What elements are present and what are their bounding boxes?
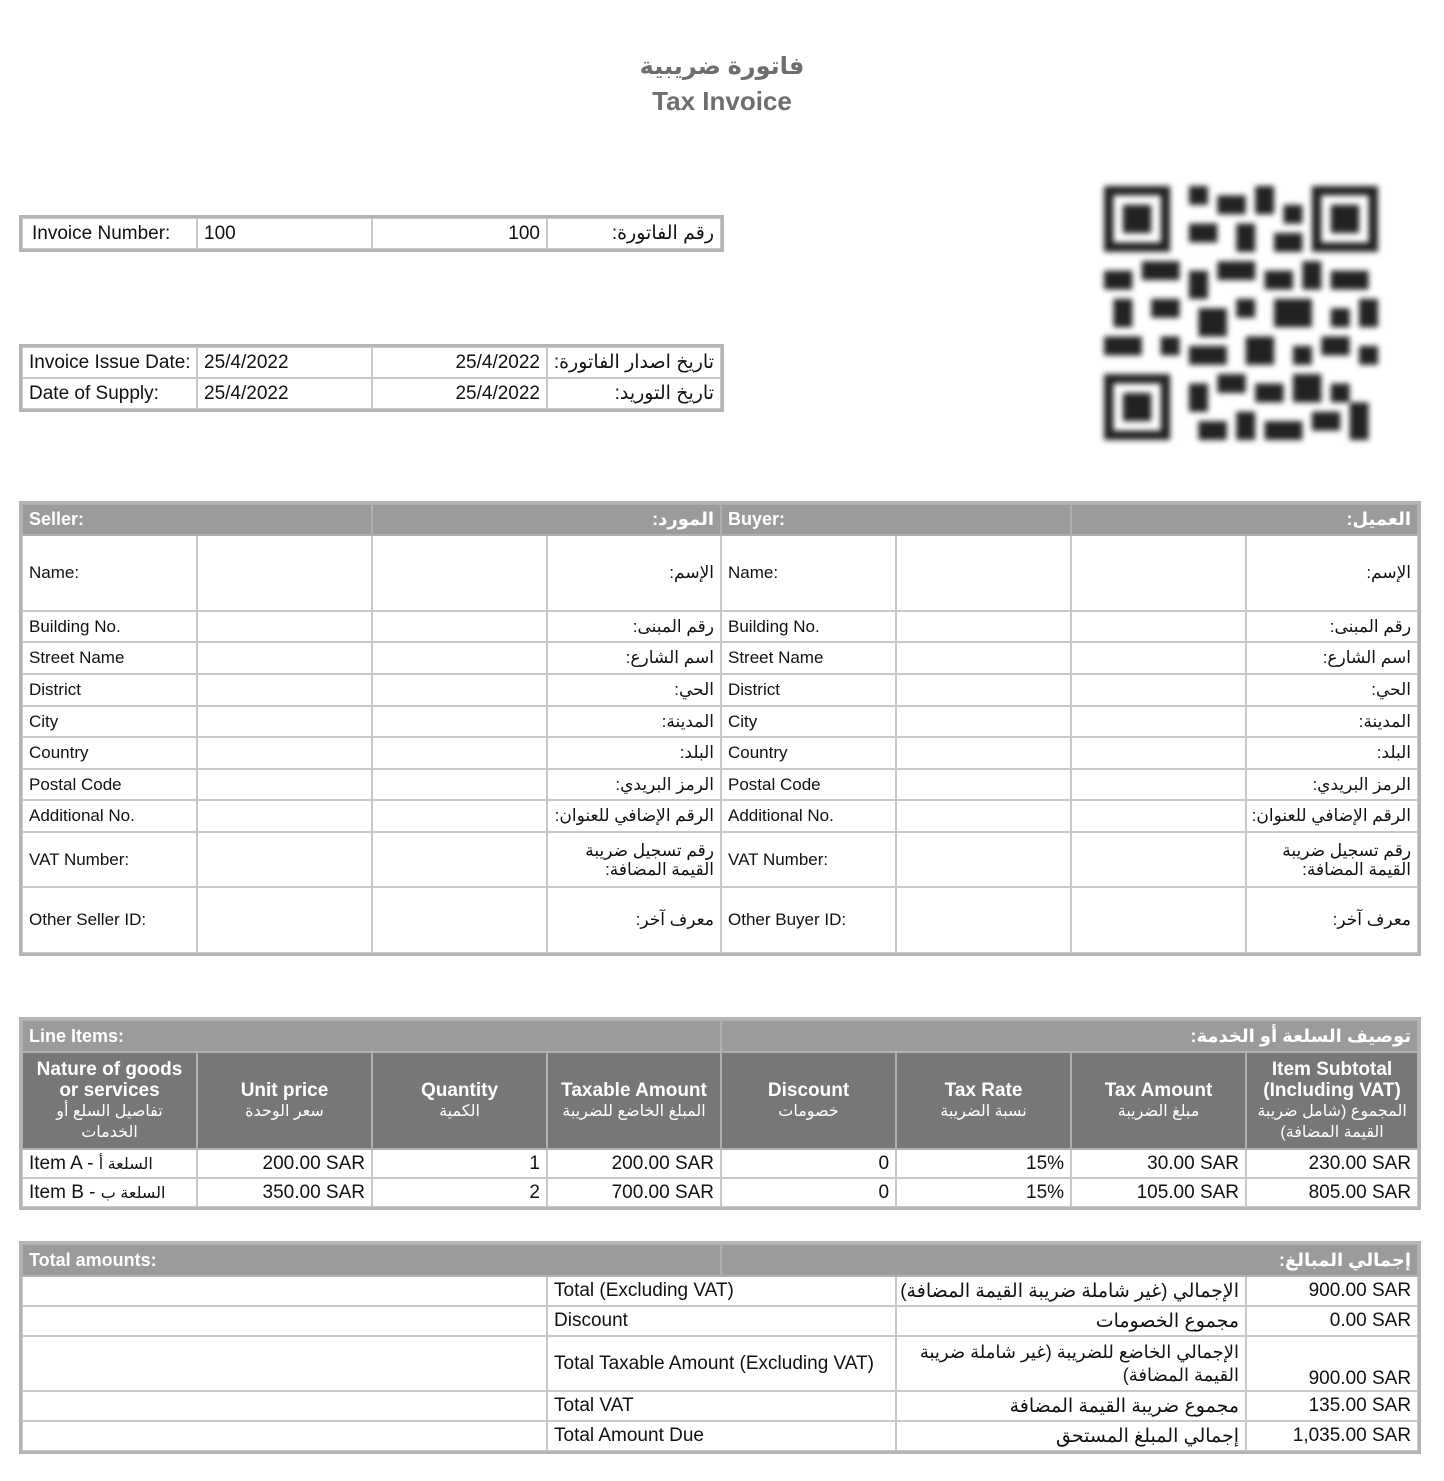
seller-field-value — [197, 535, 372, 611]
buyer-field-value — [896, 769, 1071, 800]
buyer-field-value-ar — [1071, 535, 1246, 611]
buyer-field-label-ar: الرمز البريدي: — [1246, 769, 1418, 800]
seller-field-value — [197, 832, 372, 887]
buyer-field-value-ar — [1071, 674, 1246, 706]
totals-table — [21, 1243, 1419, 1452]
party-row-country — [22, 737, 1418, 769]
totals-label: Discount — [547, 1306, 896, 1336]
seller-field-label-ar: اسم الشارع: — [547, 642, 721, 674]
totals-label-ar: مجموع ضريبة القيمة المضافة — [896, 1391, 1246, 1421]
buyer-field-value-ar — [1071, 737, 1246, 769]
column-header-taxable-amount: Taxable Amount المبلغ الخاضع للضريبة — [547, 1052, 721, 1149]
seller-field-value-ar — [372, 737, 547, 769]
buyer-field-label-ar: المدينة: — [1246, 706, 1418, 737]
party-row-building — [22, 611, 1418, 642]
line-items-header-row — [22, 1020, 1418, 1052]
totals-label-ar: الإجمالي الخاضع للضريبة (غير شاملة ضريبة القيمة المضافة) — [896, 1336, 1246, 1391]
totals-label: Total Amount Due — [547, 1421, 896, 1451]
item-discount: 0 — [721, 1178, 896, 1207]
seller-field-value-ar — [372, 800, 547, 832]
buyer-field-label-ar: رقم المبنى: — [1246, 611, 1418, 642]
party-row-city — [22, 706, 1418, 737]
column-header-unit-price: Unit price سعر الوحدة — [197, 1052, 372, 1149]
totals-value: 0.00 SAR — [1246, 1306, 1418, 1336]
buyer-field-label-ar: الحي: — [1246, 674, 1418, 706]
totals-label-ar: مجموع الخصومات — [896, 1306, 1246, 1336]
party-row-district — [22, 674, 1418, 706]
totals-label: Total VAT — [547, 1391, 896, 1421]
totals-value: 135.00 SAR — [1246, 1391, 1418, 1421]
seller-field-label: Street Name — [22, 642, 197, 674]
buyer-field-value — [896, 611, 1071, 642]
totals-header-row — [22, 1244, 1418, 1276]
seller-field-value-ar — [372, 535, 547, 611]
seller-field-label-ar: الحي: — [547, 674, 721, 706]
line-items-table — [21, 1019, 1419, 1208]
seller-field-label: City — [22, 706, 197, 737]
invoice-title — [0, 50, 1444, 118]
column-header-tax-amount: Tax Amount مبلغ الضريبة — [1071, 1052, 1246, 1149]
buyer-field-label: Postal Code — [721, 769, 896, 800]
supply-date-label-ar: تاريخ التوريد: — [547, 378, 721, 409]
buyer-field-value-ar — [1071, 706, 1246, 737]
seller-field-value — [197, 737, 372, 769]
totals-label: Total Taxable Amount (Excluding VAT) — [547, 1336, 896, 1391]
seller-field-label: Other Seller ID: — [22, 887, 197, 953]
party-row-street — [22, 642, 1418, 674]
buyer-field-label: VAT Number: — [721, 832, 896, 887]
totals-header-ar: إجمالي المبالغ: — [721, 1244, 1418, 1276]
seller-field-value-ar — [372, 706, 547, 737]
issue-date-label: Invoice Issue Date: — [22, 347, 197, 378]
seller-field-label-ar: رقم المبنى: — [547, 611, 721, 642]
supply-date-label: Date of Supply: — [22, 378, 197, 409]
buyer-header-ar: العميل: — [1071, 504, 1418, 535]
seller-field-value — [197, 800, 372, 832]
seller-field-value-ar — [372, 674, 547, 706]
item-quantity: 1 — [372, 1149, 547, 1178]
item-subtotal: 230.00 SAR — [1246, 1149, 1418, 1178]
issue-date-value: 25/4/2022 — [197, 347, 372, 378]
seller-header: Seller: — [22, 504, 372, 535]
dates-table — [21, 346, 722, 410]
seller-field-label-ar: المدينة: — [547, 706, 721, 737]
seller-field-value — [197, 769, 372, 800]
buyer-field-label: Building No. — [721, 611, 896, 642]
buyer-field-value-ar — [1071, 611, 1246, 642]
item-taxable-amount: 700.00 SAR — [547, 1178, 721, 1207]
column-header-discount: Discount خصومات — [721, 1052, 896, 1149]
totals-row — [22, 1306, 1418, 1336]
seller-field-label-ar: الرقم الإضافي للعنوان: — [547, 800, 721, 832]
seller-field-value — [197, 674, 372, 706]
seller-field-value-ar — [372, 769, 547, 800]
invoice-number-value-ar: 100 — [372, 218, 547, 249]
buyer-field-label: Additional No. — [721, 800, 896, 832]
item-unit-price: 200.00 SAR — [197, 1149, 372, 1178]
item-discount: 0 — [721, 1149, 896, 1178]
invoice-number-label-ar: رقم الفاتورة: — [547, 218, 721, 249]
buyer-field-value — [896, 535, 1071, 611]
column-header-item-subtotal: Item Subtotal (Including VAT) المجموع (شامل ضريبة القيمة المضافة) — [1246, 1052, 1418, 1149]
column-header-quantity: Quantity الكمية — [372, 1052, 547, 1149]
totals-header: Total amounts: — [22, 1244, 721, 1276]
totals-spacer — [22, 1306, 547, 1336]
totals-spacer — [22, 1391, 547, 1421]
seller-field-value-ar — [372, 832, 547, 887]
totals-label: Total (Excluding VAT) — [547, 1276, 896, 1306]
seller-field-label-ar: البلد: — [547, 737, 721, 769]
item-unit-price: 350.00 SAR — [197, 1178, 372, 1207]
seller-buyer-table — [21, 503, 1419, 954]
item-tax-rate: 15% — [896, 1178, 1071, 1207]
issue-date-label-ar: تاريخ اصدار الفاتورة: — [547, 347, 721, 378]
column-header-nature: Nature of goods or services تفاصيل السلع أو الخدمات — [22, 1052, 197, 1149]
buyer-field-value — [896, 642, 1071, 674]
buyer-field-label-ar: معرف آخر: — [1246, 887, 1418, 953]
parties-header-row — [22, 504, 1418, 535]
column-header-tax-rate: Tax Rate نسبة الضريبة — [896, 1052, 1071, 1149]
buyer-field-value — [896, 674, 1071, 706]
item-tax-amount: 105.00 SAR — [1071, 1178, 1246, 1207]
title-arabic: فاتورة ضريبية — [639, 53, 805, 80]
seller-field-value — [197, 887, 372, 953]
invoice-number-table — [21, 217, 722, 250]
party-row-vat — [22, 832, 1418, 887]
supply-date-value-ar: 25/4/2022 — [372, 378, 547, 409]
buyer-field-value-ar — [1071, 887, 1246, 953]
buyer-field-label: Name: — [721, 535, 896, 611]
buyer-field-value-ar — [1071, 832, 1246, 887]
totals-value: 900.00 SAR — [1246, 1336, 1418, 1391]
seller-field-label: VAT Number: — [22, 832, 197, 887]
supply-date-row — [22, 378, 721, 409]
seller-field-label: Additional No. — [22, 800, 197, 832]
party-row-postal — [22, 769, 1418, 800]
seller-field-label: Building No. — [22, 611, 197, 642]
totals-label-ar: الإجمالي (غير شاملة ضريبة القيمة المضافة) — [896, 1276, 1246, 1306]
line-items-columns-row — [22, 1052, 1418, 1149]
totals-value: 1,035.00 SAR — [1246, 1421, 1418, 1451]
totals-row — [22, 1391, 1418, 1421]
buyer-field-label: Street Name — [721, 642, 896, 674]
buyer-field-label: City — [721, 706, 896, 737]
item-quantity: 2 — [372, 1178, 547, 1207]
totals-spacer — [22, 1421, 547, 1451]
buyer-field-label-ar: اسم الشارع: — [1246, 642, 1418, 674]
buyer-field-value — [896, 887, 1071, 953]
buyer-field-value — [896, 800, 1071, 832]
seller-field-value — [197, 642, 372, 674]
seller-header-ar: المورد: — [372, 504, 721, 535]
invoice-number-row — [22, 218, 721, 249]
issue-date-value-ar: 25/4/2022 — [372, 347, 547, 378]
buyer-field-label-ar: الإسم: — [1246, 535, 1418, 611]
totals-row — [22, 1336, 1418, 1391]
line-item-row — [22, 1178, 1418, 1207]
buyer-header: Buyer: — [721, 504, 1071, 535]
seller-field-label: District — [22, 674, 197, 706]
buyer-field-label-ar: رقم تسجيل ضريبة القيمة المضافة: — [1246, 832, 1418, 887]
seller-field-value-ar — [372, 887, 547, 953]
party-row-name — [22, 535, 1418, 611]
line-items-header: Line Items: — [22, 1020, 721, 1052]
buyer-field-label: Other Buyer ID: — [721, 887, 896, 953]
seller-field-label-ar: رقم تسجيل ضريبة القيمة المضافة: — [547, 832, 721, 887]
item-taxable-amount: 200.00 SAR — [547, 1149, 721, 1178]
buyer-field-value — [896, 832, 1071, 887]
buyer-field-label-ar: البلد: — [1246, 737, 1418, 769]
qr-code-icon — [1104, 186, 1378, 440]
buyer-field-label: District — [721, 674, 896, 706]
item-subtotal: 805.00 SAR — [1246, 1178, 1418, 1207]
item-name: Item A - السلعة أ — [22, 1149, 197, 1178]
totals-label-ar: إجمالي المبلغ المستحق — [896, 1421, 1246, 1451]
buyer-field-label-ar: الرقم الإضافي للعنوان: — [1246, 800, 1418, 832]
buyer-field-value-ar — [1071, 642, 1246, 674]
seller-field-label-ar: الرمز البريدي: — [547, 769, 721, 800]
seller-field-value — [197, 706, 372, 737]
line-item-row — [22, 1149, 1418, 1178]
buyer-field-value — [896, 706, 1071, 737]
seller-field-label: Postal Code — [22, 769, 197, 800]
item-tax-amount: 30.00 SAR — [1071, 1149, 1246, 1178]
buyer-field-value-ar — [1071, 800, 1246, 832]
seller-field-label: Country — [22, 737, 197, 769]
title-english: Tax Invoice — [652, 86, 792, 116]
seller-field-label-ar: الإسم: — [547, 535, 721, 611]
seller-field-value-ar — [372, 642, 547, 674]
seller-field-value — [197, 611, 372, 642]
issue-date-row — [22, 347, 721, 378]
buyer-field-value-ar — [1071, 769, 1246, 800]
totals-row — [22, 1276, 1418, 1306]
totals-spacer — [22, 1276, 547, 1306]
item-name: Item B - السلعة ب — [22, 1178, 197, 1207]
seller-field-label: Name: — [22, 535, 197, 611]
seller-field-value-ar — [372, 611, 547, 642]
invoice-number-value: 100 — [197, 218, 372, 249]
invoice-number-label: Invoice Number: — [22, 218, 197, 249]
buyer-field-value — [896, 737, 1071, 769]
totals-spacer — [22, 1336, 547, 1391]
item-tax-rate: 15% — [896, 1149, 1071, 1178]
totals-row — [22, 1421, 1418, 1451]
party-row-additional — [22, 800, 1418, 832]
party-row-other-id — [22, 887, 1418, 953]
supply-date-value: 25/4/2022 — [197, 378, 372, 409]
buyer-field-label: Country — [721, 737, 896, 769]
seller-field-label-ar: معرف آخر: — [547, 887, 721, 953]
totals-value: 900.00 SAR — [1246, 1276, 1418, 1306]
line-items-header-ar: توصيف السلعة أو الخدمة: — [721, 1020, 1418, 1052]
